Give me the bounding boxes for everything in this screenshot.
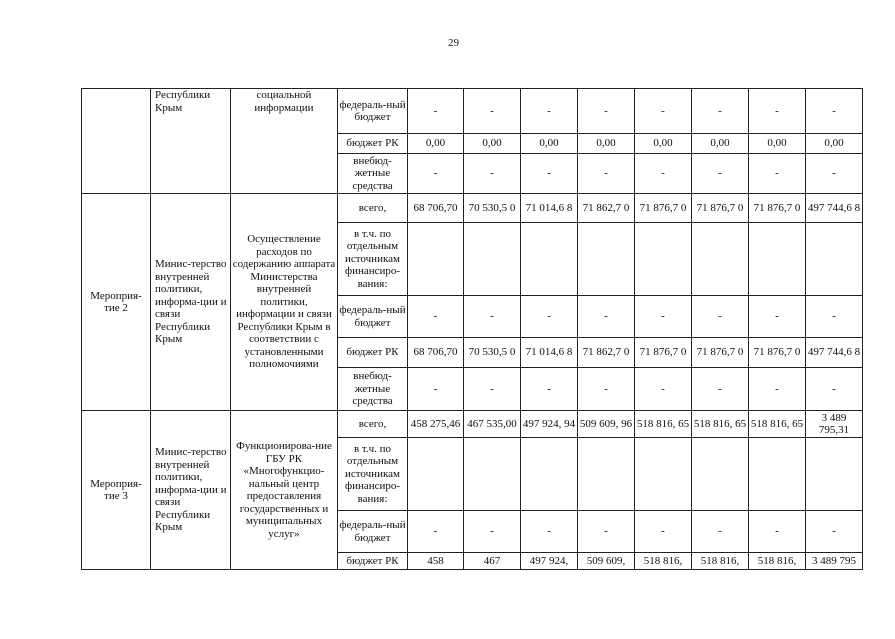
dash-cell: - bbox=[578, 89, 635, 134]
value-cell: 71 862,7 0 bbox=[578, 338, 635, 368]
dash-cell: - bbox=[408, 154, 464, 194]
dash-cell: - bbox=[464, 511, 521, 553]
value-cell: 0,00 bbox=[692, 134, 749, 154]
value-cell: 497 924, 94 bbox=[521, 411, 578, 438]
dash-cell: - bbox=[521, 296, 578, 338]
event-cell bbox=[82, 89, 151, 194]
value-cell: 458 bbox=[408, 553, 464, 570]
source-label: внебюд-жетные средства bbox=[338, 368, 408, 411]
dash-cell: - bbox=[578, 511, 635, 553]
value-cell: 0,00 bbox=[464, 134, 521, 154]
empty-cell bbox=[692, 223, 749, 296]
source-label: всего, bbox=[338, 411, 408, 438]
empty-cell bbox=[464, 223, 521, 296]
empty-cell bbox=[521, 438, 578, 511]
value-cell: 509 609, bbox=[578, 553, 635, 570]
financing-table bbox=[81, 88, 863, 570]
dash-cell: - bbox=[635, 89, 692, 134]
dash-cell: - bbox=[749, 296, 806, 338]
value-cell: 509 609, 96 bbox=[578, 411, 635, 438]
empty-cell bbox=[578, 438, 635, 511]
dash-cell: - bbox=[806, 511, 863, 553]
dash-cell: - bbox=[635, 154, 692, 194]
value-cell: 71 876,7 0 bbox=[635, 194, 692, 223]
dash-cell: - bbox=[749, 368, 806, 411]
dash-cell: - bbox=[635, 511, 692, 553]
value-cell: 0,00 bbox=[578, 134, 635, 154]
dash-cell: - bbox=[464, 296, 521, 338]
dash-cell: - bbox=[806, 89, 863, 134]
table-row bbox=[82, 411, 863, 438]
dash-cell: - bbox=[464, 154, 521, 194]
empty-cell bbox=[464, 438, 521, 511]
value-cell: 0,00 bbox=[635, 134, 692, 154]
dash-cell: - bbox=[749, 89, 806, 134]
value-cell: 518 816, bbox=[692, 553, 749, 570]
value-cell: 71 876,7 0 bbox=[692, 338, 749, 368]
source-label: бюджет РК bbox=[338, 134, 408, 154]
value-cell: 71 876,7 0 bbox=[692, 194, 749, 223]
value-cell: 3 489 795,31 bbox=[806, 411, 863, 438]
dash-cell: - bbox=[578, 154, 635, 194]
measure-name-cell: Функционирова-ние ГБУ РК «Многофункцио-нальный центр предоставления государственных и муниципальных услуг» bbox=[231, 411, 338, 570]
dash-cell: - bbox=[521, 154, 578, 194]
value-cell: 467 bbox=[464, 553, 521, 570]
dash-cell: - bbox=[692, 296, 749, 338]
dash-cell: - bbox=[408, 89, 464, 134]
empty-cell bbox=[521, 223, 578, 296]
event-cell: Мероприя-тие 3 bbox=[82, 411, 151, 570]
value-cell: 71 014,6 8 bbox=[521, 194, 578, 223]
empty-cell bbox=[408, 223, 464, 296]
event-cell: Мероприя-тие 2 bbox=[82, 194, 151, 411]
dash-cell: - bbox=[521, 89, 578, 134]
empty-cell bbox=[578, 223, 635, 296]
value-cell: 70 530,5 0 bbox=[464, 194, 521, 223]
page-number: 29 bbox=[448, 37, 459, 49]
source-label: всего, bbox=[338, 194, 408, 223]
table-row bbox=[82, 194, 863, 223]
value-cell: 467 535,00 bbox=[464, 411, 521, 438]
source-label: федераль-ный бюджет bbox=[338, 296, 408, 338]
value-cell: 518 816, 65 bbox=[692, 411, 749, 438]
value-cell: 71 876,7 0 bbox=[749, 338, 806, 368]
value-cell: 518 816, bbox=[635, 553, 692, 570]
dash-cell: - bbox=[692, 511, 749, 553]
dash-cell: - bbox=[635, 368, 692, 411]
dash-cell: - bbox=[578, 368, 635, 411]
value-cell: 0,00 bbox=[408, 134, 464, 154]
empty-cell bbox=[806, 223, 863, 296]
dash-cell: - bbox=[806, 154, 863, 194]
executor-cell: Минис-терство внутренней политики, информа-ции и связи Республики Крым bbox=[151, 411, 231, 570]
dash-cell: - bbox=[749, 154, 806, 194]
value-cell: 497 744,6 8 bbox=[806, 194, 863, 223]
dash-cell: - bbox=[464, 89, 521, 134]
source-label: федераль-ный бюджет bbox=[338, 511, 408, 553]
value-cell: 497 744,6 8 bbox=[806, 338, 863, 368]
value-cell: 0,00 bbox=[806, 134, 863, 154]
value-cell: 71 876,7 0 bbox=[749, 194, 806, 223]
empty-cell bbox=[635, 223, 692, 296]
value-cell: 68 706,70 bbox=[408, 194, 464, 223]
dash-cell: - bbox=[408, 296, 464, 338]
value-cell: 71 014,6 8 bbox=[521, 338, 578, 368]
dash-cell: - bbox=[806, 296, 863, 338]
value-cell: 0,00 bbox=[521, 134, 578, 154]
dash-cell: - bbox=[749, 511, 806, 553]
value-cell: 518 816, 65 bbox=[749, 411, 806, 438]
dash-cell: - bbox=[806, 368, 863, 411]
source-label: бюджет РК bbox=[338, 338, 408, 368]
source-label: в т.ч. по отдельным источникам финансиро-вания: bbox=[338, 438, 408, 511]
measure-name-cell: Осуществление расходов по содержанию аппарата Министерства внутренней политики, информации и связи Республики Крым в соответствии с установленными полномочиями bbox=[231, 194, 338, 411]
dash-cell: - bbox=[578, 296, 635, 338]
source-label: бюджет РК bbox=[338, 553, 408, 570]
table-row bbox=[82, 89, 863, 134]
dash-cell: - bbox=[692, 368, 749, 411]
value-cell: 518 816, 65 bbox=[635, 411, 692, 438]
dash-cell: - bbox=[692, 154, 749, 194]
dash-cell: - bbox=[408, 368, 464, 411]
empty-cell bbox=[408, 438, 464, 511]
dash-cell: - bbox=[521, 511, 578, 553]
executor-cell: Минис-терство внутренней политики, информа-ции и связи Республики Крым bbox=[151, 194, 231, 411]
empty-cell bbox=[749, 223, 806, 296]
source-label: в т.ч. по отдельным источникам финансиро-вания: bbox=[338, 223, 408, 296]
source-label: федераль-ный бюджет bbox=[338, 89, 408, 134]
executor-cell: Республики Крым bbox=[151, 89, 231, 194]
value-cell: 497 924, bbox=[521, 553, 578, 570]
value-cell: 68 706,70 bbox=[408, 338, 464, 368]
dash-cell: - bbox=[692, 89, 749, 134]
value-cell: 71 876,7 0 bbox=[635, 338, 692, 368]
value-cell: 518 816, bbox=[749, 553, 806, 570]
empty-cell bbox=[749, 438, 806, 511]
dash-cell: - bbox=[464, 368, 521, 411]
value-cell: 3 489 795 bbox=[806, 553, 863, 570]
empty-cell bbox=[635, 438, 692, 511]
value-cell: 0,00 bbox=[749, 134, 806, 154]
measure-name-cell: социальной информации bbox=[231, 89, 338, 194]
source-label: внебюд-жетные средства bbox=[338, 154, 408, 194]
dash-cell: - bbox=[635, 296, 692, 338]
dash-cell: - bbox=[408, 511, 464, 553]
value-cell: 70 530,5 0 bbox=[464, 338, 521, 368]
empty-cell bbox=[806, 438, 863, 511]
empty-cell bbox=[692, 438, 749, 511]
dash-cell: - bbox=[521, 368, 578, 411]
value-cell: 71 862,7 0 bbox=[578, 194, 635, 223]
value-cell: 458 275,46 bbox=[408, 411, 464, 438]
